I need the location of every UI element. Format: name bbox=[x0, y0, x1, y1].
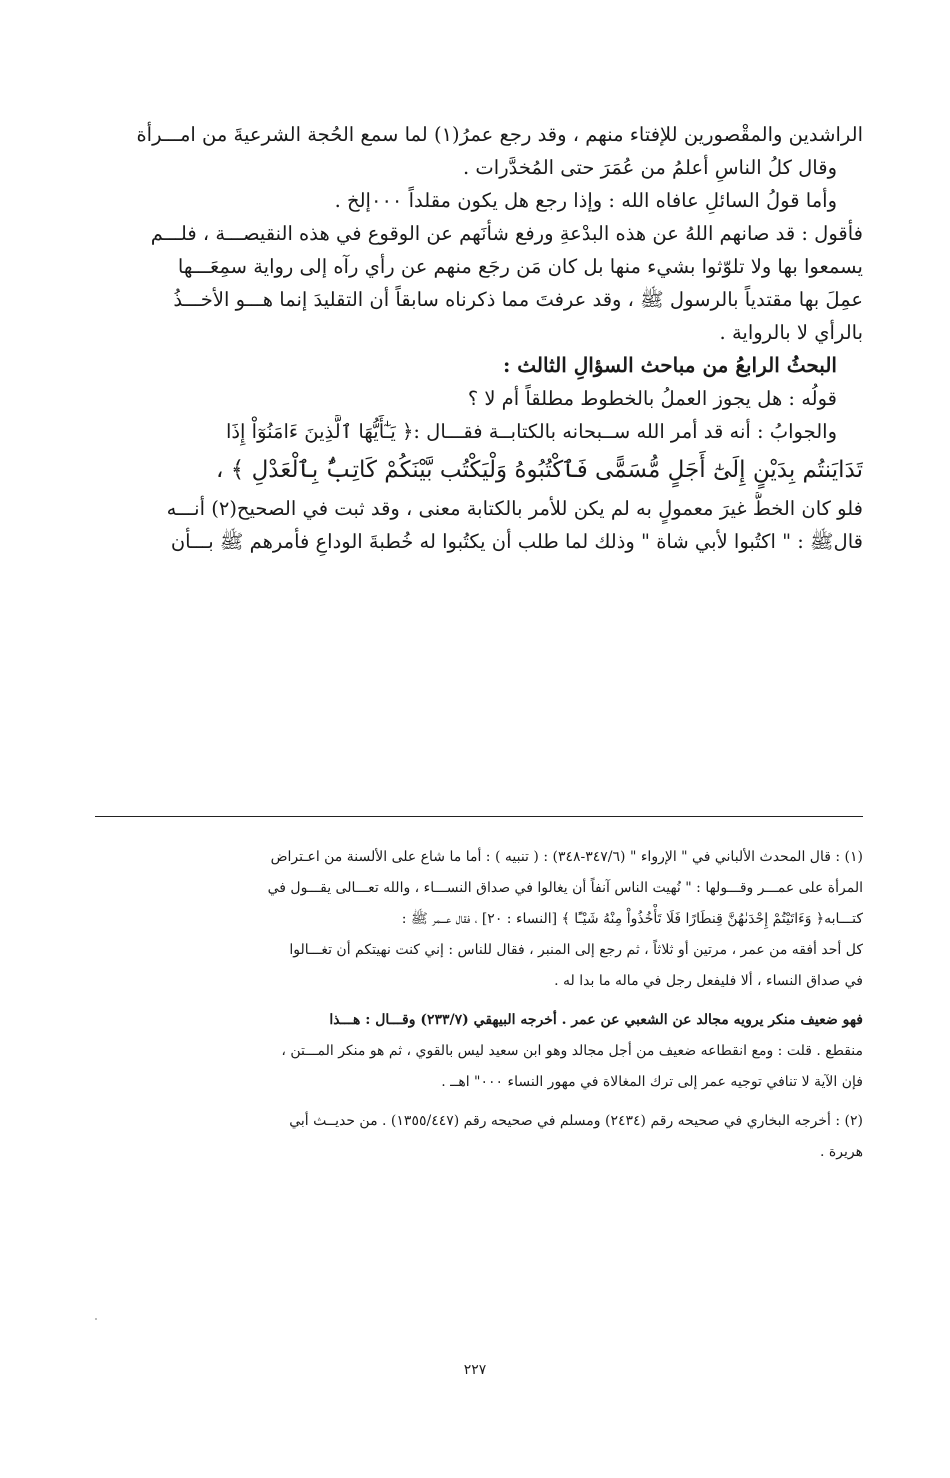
footnote-line: منقطع . قلت : ومع انقطاعه ضعيف من أجل مجالد وهو ابن سعيد ليس بالقوي ، ثم هو منكر المـــتن ، bbox=[281, 1043, 863, 1059]
footnote-line: كل أحد أفقه من عمر ، مرتين أو ثلاثاً ، ثم رجع إلى المنبر ، فقال للناس : إني كنت نهيتكم أن تغـــالوا bbox=[289, 942, 863, 958]
text-line: عمِلَ بها مقتدياً بالرسول ﷺ ، وقد عرفتَ مما ذكرناه سابقاً أن التقليدَ إنما هـــو الأخـــذُ bbox=[173, 288, 863, 311]
main-text bbox=[95, 118, 863, 558]
footnote-line: المرأة على عمـــر وقـــولها : " نُهيت الناس آنفاً أن يغالوا في صداق النســـاء ، والله تعـــالى يقـــول في bbox=[267, 880, 863, 896]
footnote-line: في صداق النساء ، ألا فليفعل رجل في ماله ما بدا له . bbox=[554, 973, 863, 989]
footnote-line: هريرة . bbox=[820, 1144, 863, 1160]
footnotes bbox=[95, 842, 863, 1168]
text-line: فأقول : قد صانهم اللهُ عن هذه البدْعةِ ورفع شأنَهم عن الوقوع في هذه النقيصـــة ، فلـــم bbox=[150, 222, 863, 245]
scan-mark bbox=[95, 1318, 97, 1320]
page-number: ٢٢٧ bbox=[463, 1362, 487, 1378]
footnote-line: فإن الآية لا تنافي توجيه عمر إلى ترك المغالاة في مهور النساء ٠٠٠" اهــ . bbox=[441, 1074, 863, 1090]
text-line: قولُه : هل يجوز العملُ بالخطوط مطلقاً أم لا ؟ bbox=[467, 387, 837, 410]
quran-verse-line: تَدَايَنتُم بِدَيْنٍ إِلَىٰٓ أَجَلٍ مُّسَمًّى فَٱكْتُبُوهُ وَلْيَكْتُب بَّيْنَكُمْ كَاتِبٌۢ بِٱلْعَدْلِ ﴾ ، bbox=[216, 457, 863, 483]
text-line: والجوابُ : أنه قد أمر الله ســبحانه بالكتابــة فقـــال :﴿ يَـٰٓأَيُّهَا ٱلَّذِينَ ءَامَنُوٓاْ إِذَا bbox=[225, 420, 837, 443]
text-line: وقال كلُ الناسِ أعلمُ من عُمَرَ حتى المُخدَّرات . bbox=[463, 156, 837, 179]
text-line: الراشدين والمقْصورين للإفتاء منهم ، وقد رجع عمرُ(١) لما سمع الحُجة الشرعيةَ من امـــرأة bbox=[136, 123, 863, 146]
text-line: وأما قولُ السائلِ عافاه الله : وإذا رجع هل يكون مقلداً ٠٠٠إلخ . bbox=[334, 189, 837, 212]
text-line: يسمعوا بها ولا تلوّثوا بشيء منها بل كان مَن رجَع منهم عن رأي رآه إلى رواية سمِعَـــها bbox=[177, 255, 863, 278]
text-line: قالﷺ : " اكتُبوا لأبي شاة " وذلك لما طلب أن يكتُبوا له خُطبةَ الوداعِ فأمرهم ﷺ بـــأن bbox=[170, 530, 863, 553]
footnote-separator bbox=[95, 816, 863, 817]
section-heading: البحثُ الرابعُ من مباحث السؤالِ الثالث : bbox=[502, 353, 837, 377]
text-line: فلو كان الخطُّ غيرَ معمولٍ به لم يكن للأمر بالكتابة معنى ، وقد ثبت في الصحيح(٢) أنـــه bbox=[166, 497, 863, 520]
text-line: بالرأي لا بالرواية . bbox=[719, 321, 863, 344]
footnote-line: كتـــابه﴿ وَءَاتَيْتُمْ إِحْدَىٰهُنَّ قِنطَارًا فَلَا تَأْخُذُواْ مِنْهُ شَيْـًٔا ﴾ [النساء : ٢٠] ، فقال عـــمر ﷺ : bbox=[401, 911, 863, 927]
footnote-line: (١) : قال المحدث الألباني في " الإرواء " (٣٤٧/٦-٣٤٨) : ( تنبيه ) : أما ما شاع على الألسنة من اعـتراض bbox=[270, 849, 863, 865]
footnote-line: (٢) : أخرجه البخاري في صحيحه رقم (٢٤٣٤) ومسلم في صحيحه رقم (١٣٥٥/٤٤٧) . من حديــث أبي bbox=[289, 1113, 863, 1129]
footnote-line: فهو ضعيف منكر يرويه مجالد عن الشعبي عن عمر . أخرجه البيهقي (٢٣٣/٧) وقـــال : هـــذا bbox=[329, 1012, 863, 1028]
